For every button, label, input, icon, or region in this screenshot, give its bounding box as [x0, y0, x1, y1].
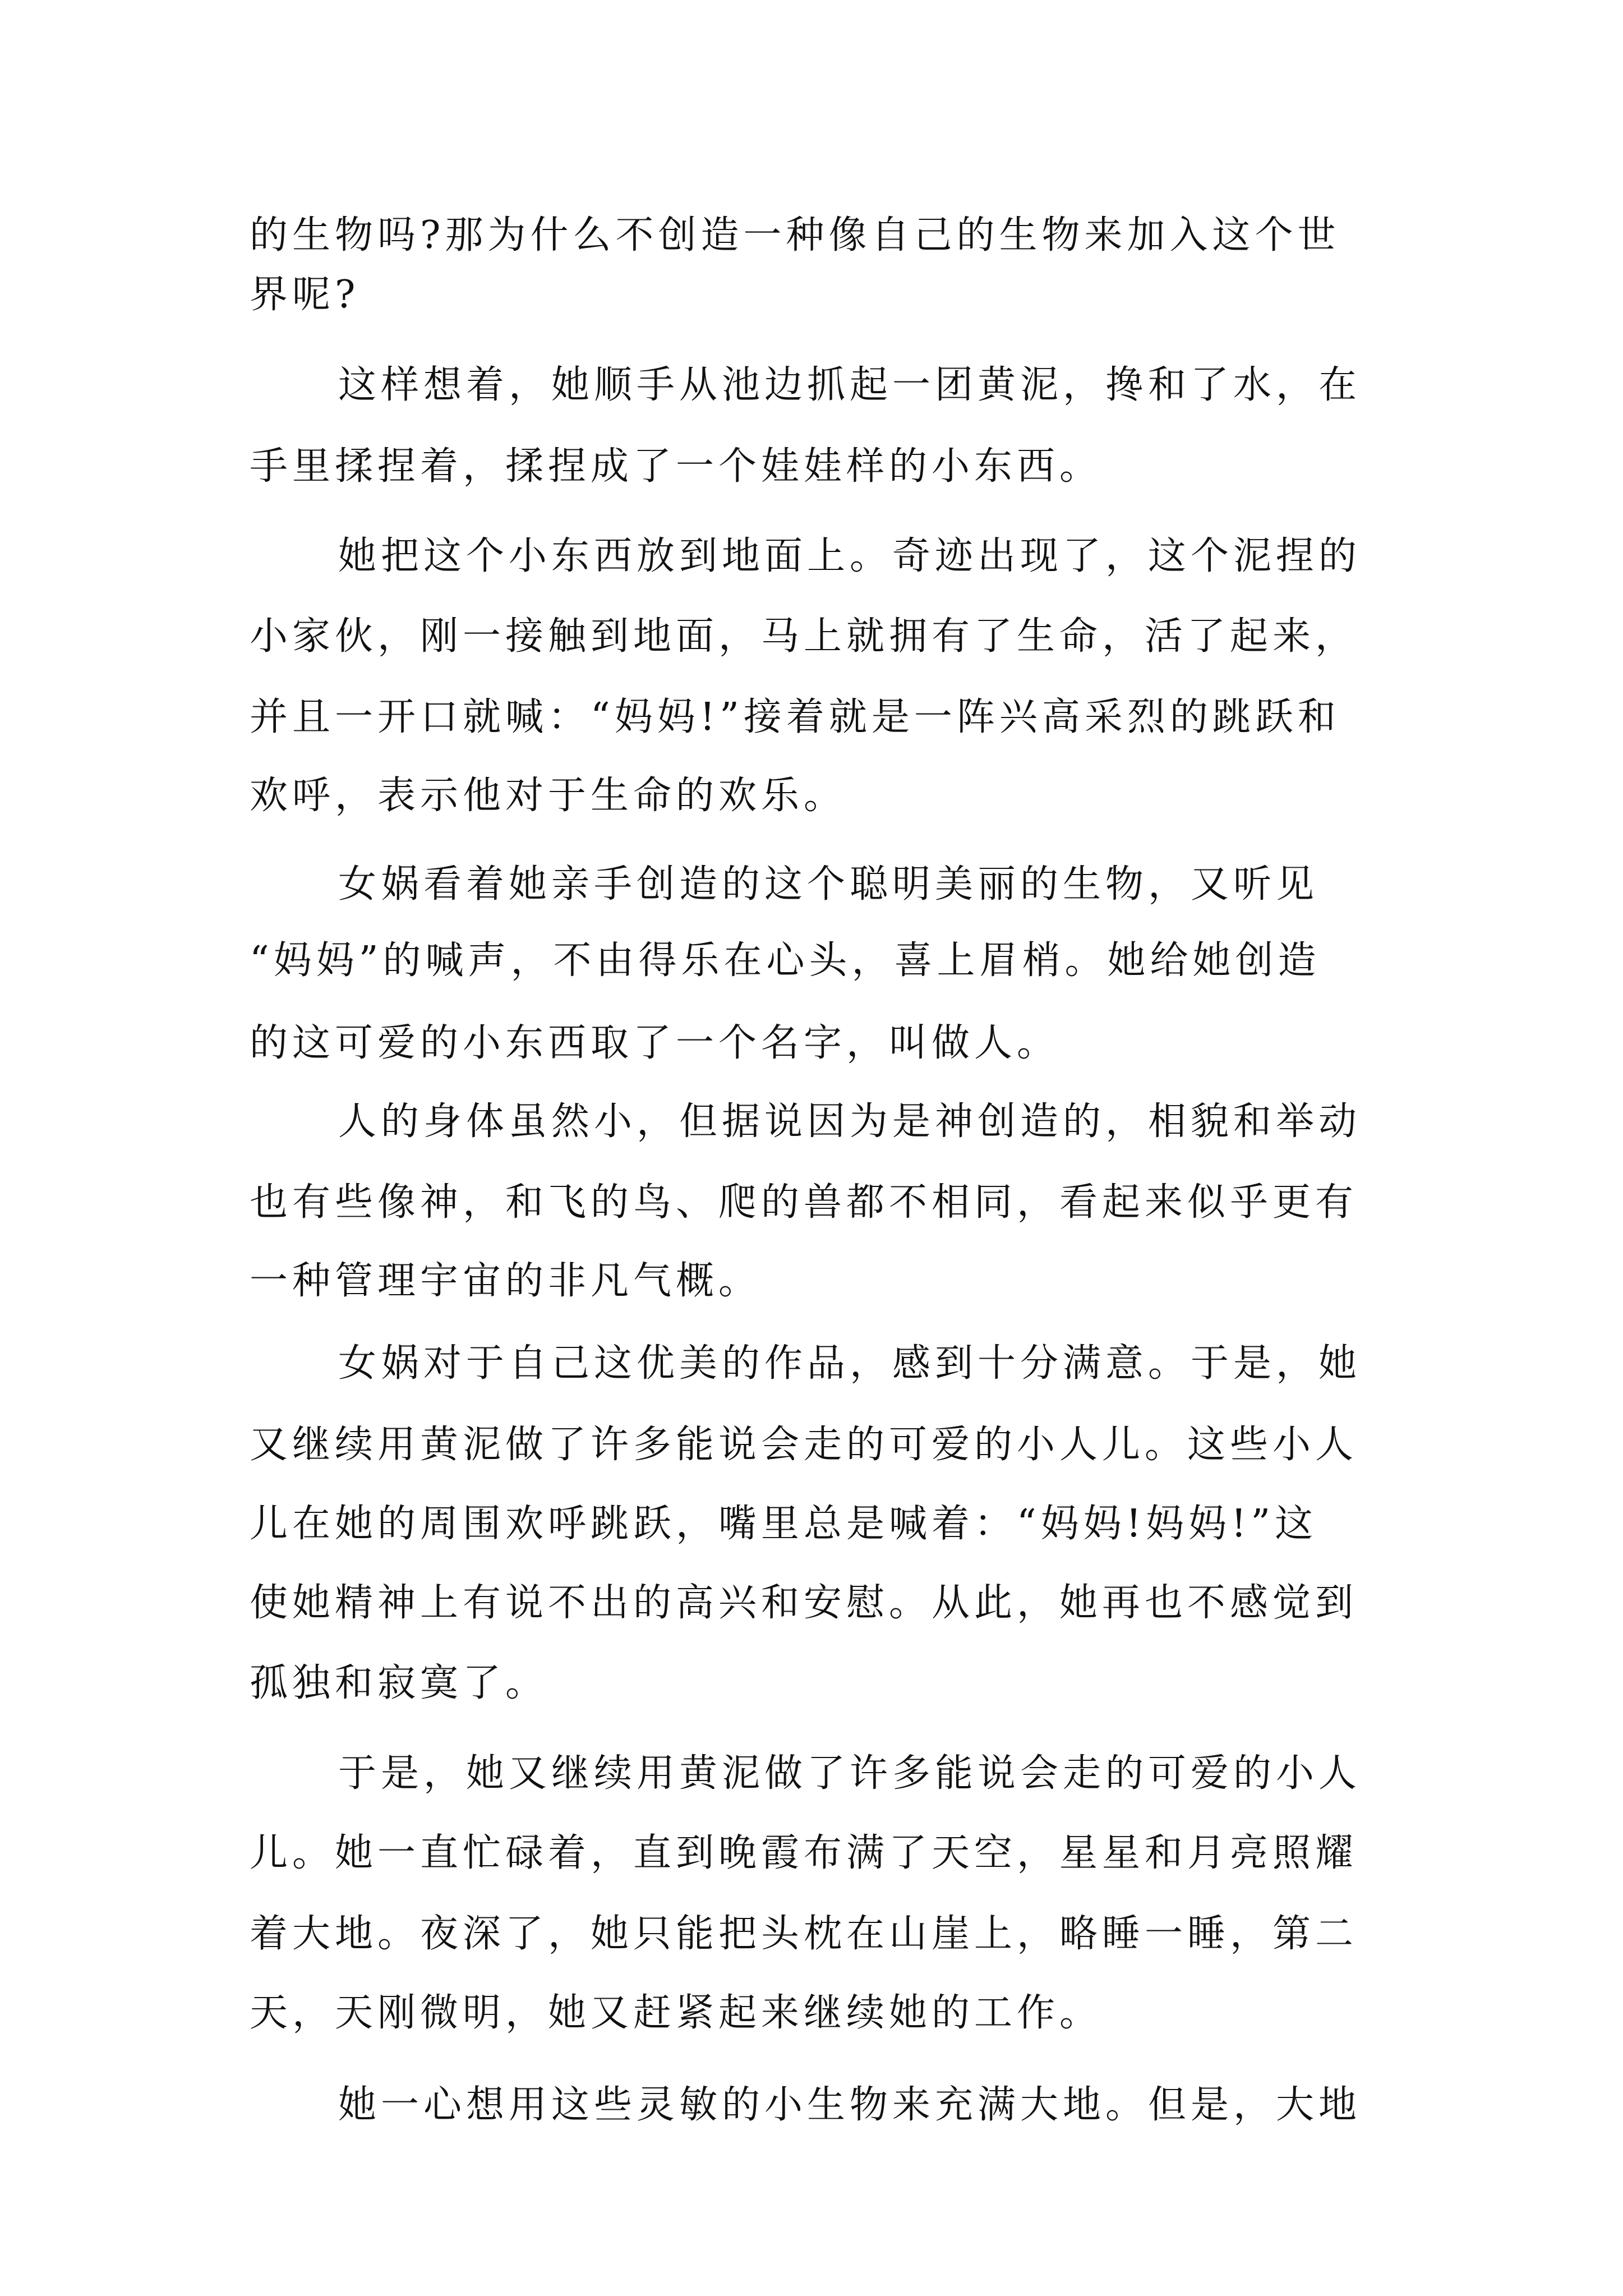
paragraph-first-line: 她一心想用这些灵敏的小生物来充满大地。但是，大地 [338, 2083, 1362, 2127]
text-line: 儿在她的周围欢呼跳跃，嘴里总是喊着：“妈妈!妈妈!”这 [250, 1502, 1318, 1546]
text-line: 儿。她一直忙碌着，直到晚霞布满了天空，星星和月亮照耀 [250, 1831, 1358, 1875]
text-line: 欢呼，表示他对于生命的欢乐。 [250, 774, 847, 818]
paragraph-first-line: 她把这个小东西放到地面上。奇迹出现了，这个泥捏的 [338, 534, 1362, 578]
paragraph-first-line: 这样想着，她顺手从池边抓起一团黄泥，搀和了水，在 [338, 363, 1362, 407]
text-line: 的生物吗?那为什么不创造一种像自己的生物来加入这个世 [250, 213, 1340, 257]
text-line: 使她精神上有说不出的高兴和安慰。从此，她再也不感觉到 [250, 1581, 1358, 1625]
text-line: 界呢? [250, 273, 360, 317]
text-line: 又继续用黄泥做了许多能说会走的可爱的小人儿。这些小人 [250, 1423, 1358, 1467]
paragraph-first-line: 女娲看着她亲手创造的这个聪明美丽的生物，又听见 [338, 862, 1319, 907]
text-line: 孤独和寂寞了。 [250, 1661, 548, 1705]
paragraph-first-line: 人的身体虽然小，但据说因为是神创造的，相貌和举动 [338, 1099, 1362, 1144]
text-line: 也有些像神，和飞的鸟、爬的兽都不相同，看起来似乎更有 [250, 1180, 1358, 1225]
paragraph-first-line: 女娲对于自己这优美的作品，感到十分满意。于是，她 [338, 1341, 1362, 1386]
text-line: 天，天刚微明，她又赶紧起来继续她的工作。 [250, 1991, 1103, 2035]
text-line: 手里揉捏着，揉捏成了一个娃娃样的小东西。 [250, 444, 1103, 489]
text-line: 小家伙，刚一接触到地面，马上就拥有了生命，活了起来， [250, 614, 1358, 659]
text-line: 并且一开口就喊：“妈妈!”接着就是一阵兴高采烈的跳跃和 [250, 695, 1340, 739]
text-line: 的这可爱的小东西取了一个名字，叫做人。 [250, 1021, 1060, 1065]
text-line: “妈妈”的喊声，不由得乐在心头，喜上眉梢。她给她创造 [250, 938, 1321, 983]
paragraph-first-line: 于是，她又继续用黄泥做了许多能说会走的可爱的小人 [338, 1751, 1362, 1796]
text-line: 着大地。夜深了，她只能把头枕在山崖上，略睡一睡，第二 [250, 1912, 1358, 1956]
text-line: 一种管理宇宙的非凡气概。 [250, 1259, 762, 1303]
